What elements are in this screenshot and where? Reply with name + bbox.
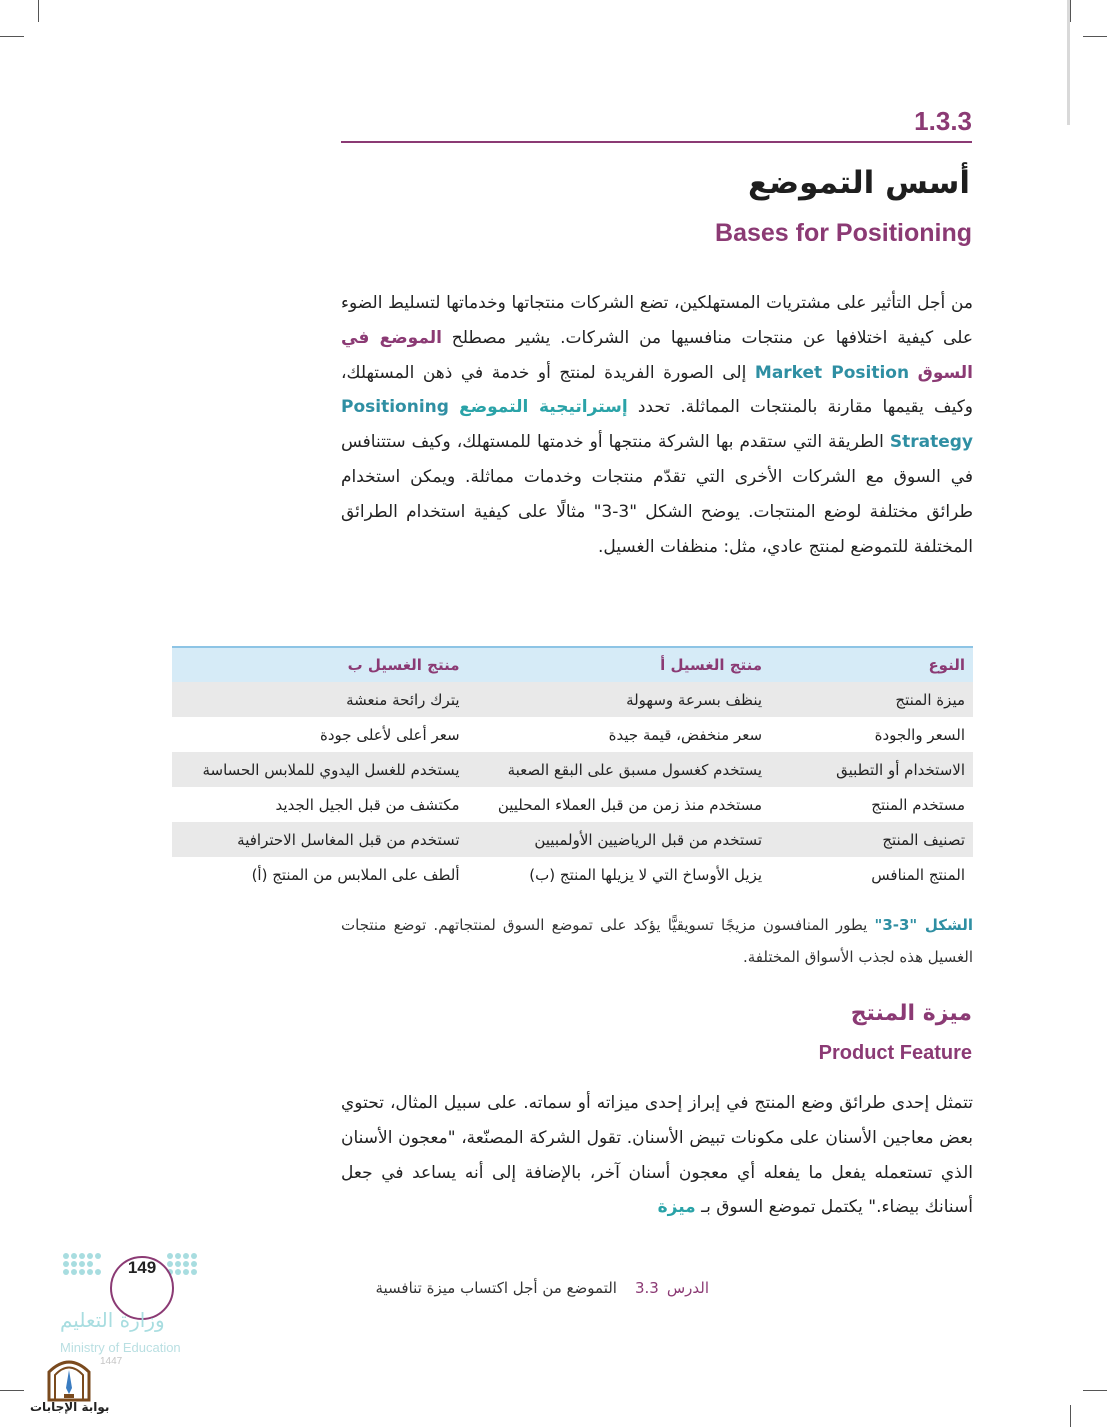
column-header-product-b: منتج الغسيل ب bbox=[172, 647, 468, 682]
ministry-year: 1447 bbox=[100, 1356, 123, 1367]
lesson-label: الدرس bbox=[666, 1279, 709, 1297]
paragraph-text: الطريقة التي ستقدم بها الشركة منتجها أو خدمتها للمستهلك، وكيف ستتنافس في السوق مع الشركات الأخرى التي تقدّم منتجات وخدمات مماثلة. ويمكن استخدام طرائق مختلفة لوضع المنتجات. يوضح الشكل "3-3" مثالًا على كيفية استخدام الطرائق المختلفة للتموضع لمنتج عادي، مثل: منظفات الغسيل. bbox=[341, 432, 973, 557]
section-number: 1.3.3 bbox=[914, 106, 972, 136]
table-cell: مستخدم المنتج bbox=[871, 795, 965, 814]
subsection-title-english: Product Feature bbox=[818, 1042, 972, 1064]
keyword-feature: ميزة bbox=[657, 1197, 696, 1218]
table-cell: يستخدم للغسل اليدوي للملابس الحساسة bbox=[172, 752, 468, 787]
lesson-footer bbox=[375, 1279, 709, 1297]
table-row bbox=[172, 682, 973, 717]
ministry-name-arabic: وزارة التعليم bbox=[60, 1308, 165, 1332]
column-header-type: النوع bbox=[770, 647, 973, 682]
table-cell: يترك رائحة منعشة bbox=[172, 682, 468, 717]
crop-mark bbox=[1083, 36, 1107, 37]
lesson-title: التموضع من أجل اكتساب ميزة تنافسية bbox=[375, 1279, 617, 1297]
positioning-table bbox=[172, 646, 973, 892]
paragraph-text: من أجل التأثير على مشتريات المستهلكين، تضع الشركات منتجاتها وخدماتها لتسليط الضوء على كيفية اختلافها عن منتجات منافسيها من الشركات. يشير مصطلح bbox=[341, 293, 973, 348]
column-header-product-a: منتج الغسيل أ bbox=[468, 647, 771, 682]
table-cell: المنتج المنافس bbox=[871, 865, 965, 884]
table-cell: ألطف على الملابس من المنتج (أ) bbox=[251, 865, 460, 884]
figure-caption bbox=[341, 909, 973, 973]
table-cell: ميزة المنتج bbox=[770, 682, 973, 717]
crop-mark bbox=[38, 0, 39, 22]
crop-mark bbox=[1083, 1390, 1107, 1391]
table-cell: ينظف بسرعة وسهولة bbox=[468, 682, 771, 717]
lesson-number: 3.3 bbox=[634, 1279, 659, 1297]
paragraph-text: إلى الصورة الفريدة لمنتج أو خدمة في ذهن المستهلك، وكيف يقيمها مقارنة بالمنتجات المماثلة. تحدد bbox=[341, 362, 974, 418]
site-logo-icon bbox=[44, 1350, 94, 1405]
table-row bbox=[172, 822, 973, 857]
crop-mark bbox=[1070, 1405, 1071, 1427]
keyword-positioning-strategy-ar: إستراتيجية التموضع bbox=[459, 397, 628, 418]
section-title-english: Bases for Positioning bbox=[715, 219, 972, 247]
paragraph-text: تتمثل إحدى طرائق وضع المنتج في إبراز إحدى ميزاته أو سماته. على سبيل المثال، تحتوي بعض معاجين الأسنان على مكونات تبيض الأسنان. تقول الشركة المصنّعة، "معجون الأسنان الذي تستعمله يفعل ما يفعله أي معجون أسنان آخر، بالإضافة إلى أنه يساعد في جعل أسنانك بيضاء." يكتمل تموضع السوق بـ bbox=[341, 1093, 973, 1218]
table-row bbox=[172, 752, 973, 787]
page-edge-bar bbox=[1067, 0, 1070, 125]
table-header-row bbox=[172, 647, 973, 682]
table-row bbox=[172, 787, 973, 822]
figure-caption-text: يطور المنافسون مزيجًا تسويقيًّا يؤكد على تموضع السوق لمنتجاتهم. توضع منتجات الغسيل هذه لجذب الأسواق المختلفة. bbox=[341, 916, 973, 966]
product-feature-paragraph bbox=[341, 1086, 973, 1225]
table-row bbox=[172, 857, 973, 892]
table-cell: مستخدم منذ زمن من قبل العملاء المحليين bbox=[497, 795, 763, 814]
table-cell: سعر أعلى لأعلى جودة bbox=[320, 725, 460, 744]
table-cell: تستخدم من قبل المغاسل الاحترافية bbox=[172, 822, 468, 857]
table-cell: تصنيف المنتج bbox=[770, 822, 973, 857]
figure-label: الشكل "3-3" bbox=[874, 916, 973, 934]
crop-mark bbox=[0, 36, 24, 37]
section-divider bbox=[341, 141, 972, 143]
subsection-title-arabic: ميزة المنتج bbox=[850, 1001, 972, 1026]
table-cell: يزيل الأوساخ التي لا يزيلها المنتج (ب) bbox=[529, 865, 763, 884]
table-cell: سعر منخفض، قيمة جيدة bbox=[608, 725, 763, 744]
table-cell: مكتشف من قبل الجيل الجديد bbox=[275, 795, 460, 814]
section-title-arabic: أسس التموضع bbox=[748, 165, 970, 201]
table-cell: يستخدم كغسول مسبق على البقع الصعبة bbox=[468, 752, 771, 787]
page-number: 149 bbox=[110, 1256, 174, 1320]
keyword-market-position-ar: الموضع في السوق bbox=[341, 327, 974, 383]
table-row bbox=[172, 717, 973, 752]
table-cell: السعر والجودة bbox=[874, 725, 965, 744]
site-logo-text: بوابة الإجابات bbox=[30, 1400, 110, 1414]
crop-mark bbox=[1070, 0, 1071, 22]
intro-paragraph bbox=[341, 286, 973, 564]
keyword-positioning-strategy-en: Positioning Strategy bbox=[341, 397, 973, 453]
keyword-market-position-en: Market Position bbox=[754, 362, 910, 383]
table-cell: الاستخدام أو التطبيق bbox=[770, 752, 973, 787]
ministry-name-english: Ministry of Education bbox=[60, 1340, 181, 1355]
crop-mark bbox=[0, 1390, 24, 1391]
table-cell: تستخدم من قبل الرياضيين الأولمبيين bbox=[468, 822, 771, 857]
